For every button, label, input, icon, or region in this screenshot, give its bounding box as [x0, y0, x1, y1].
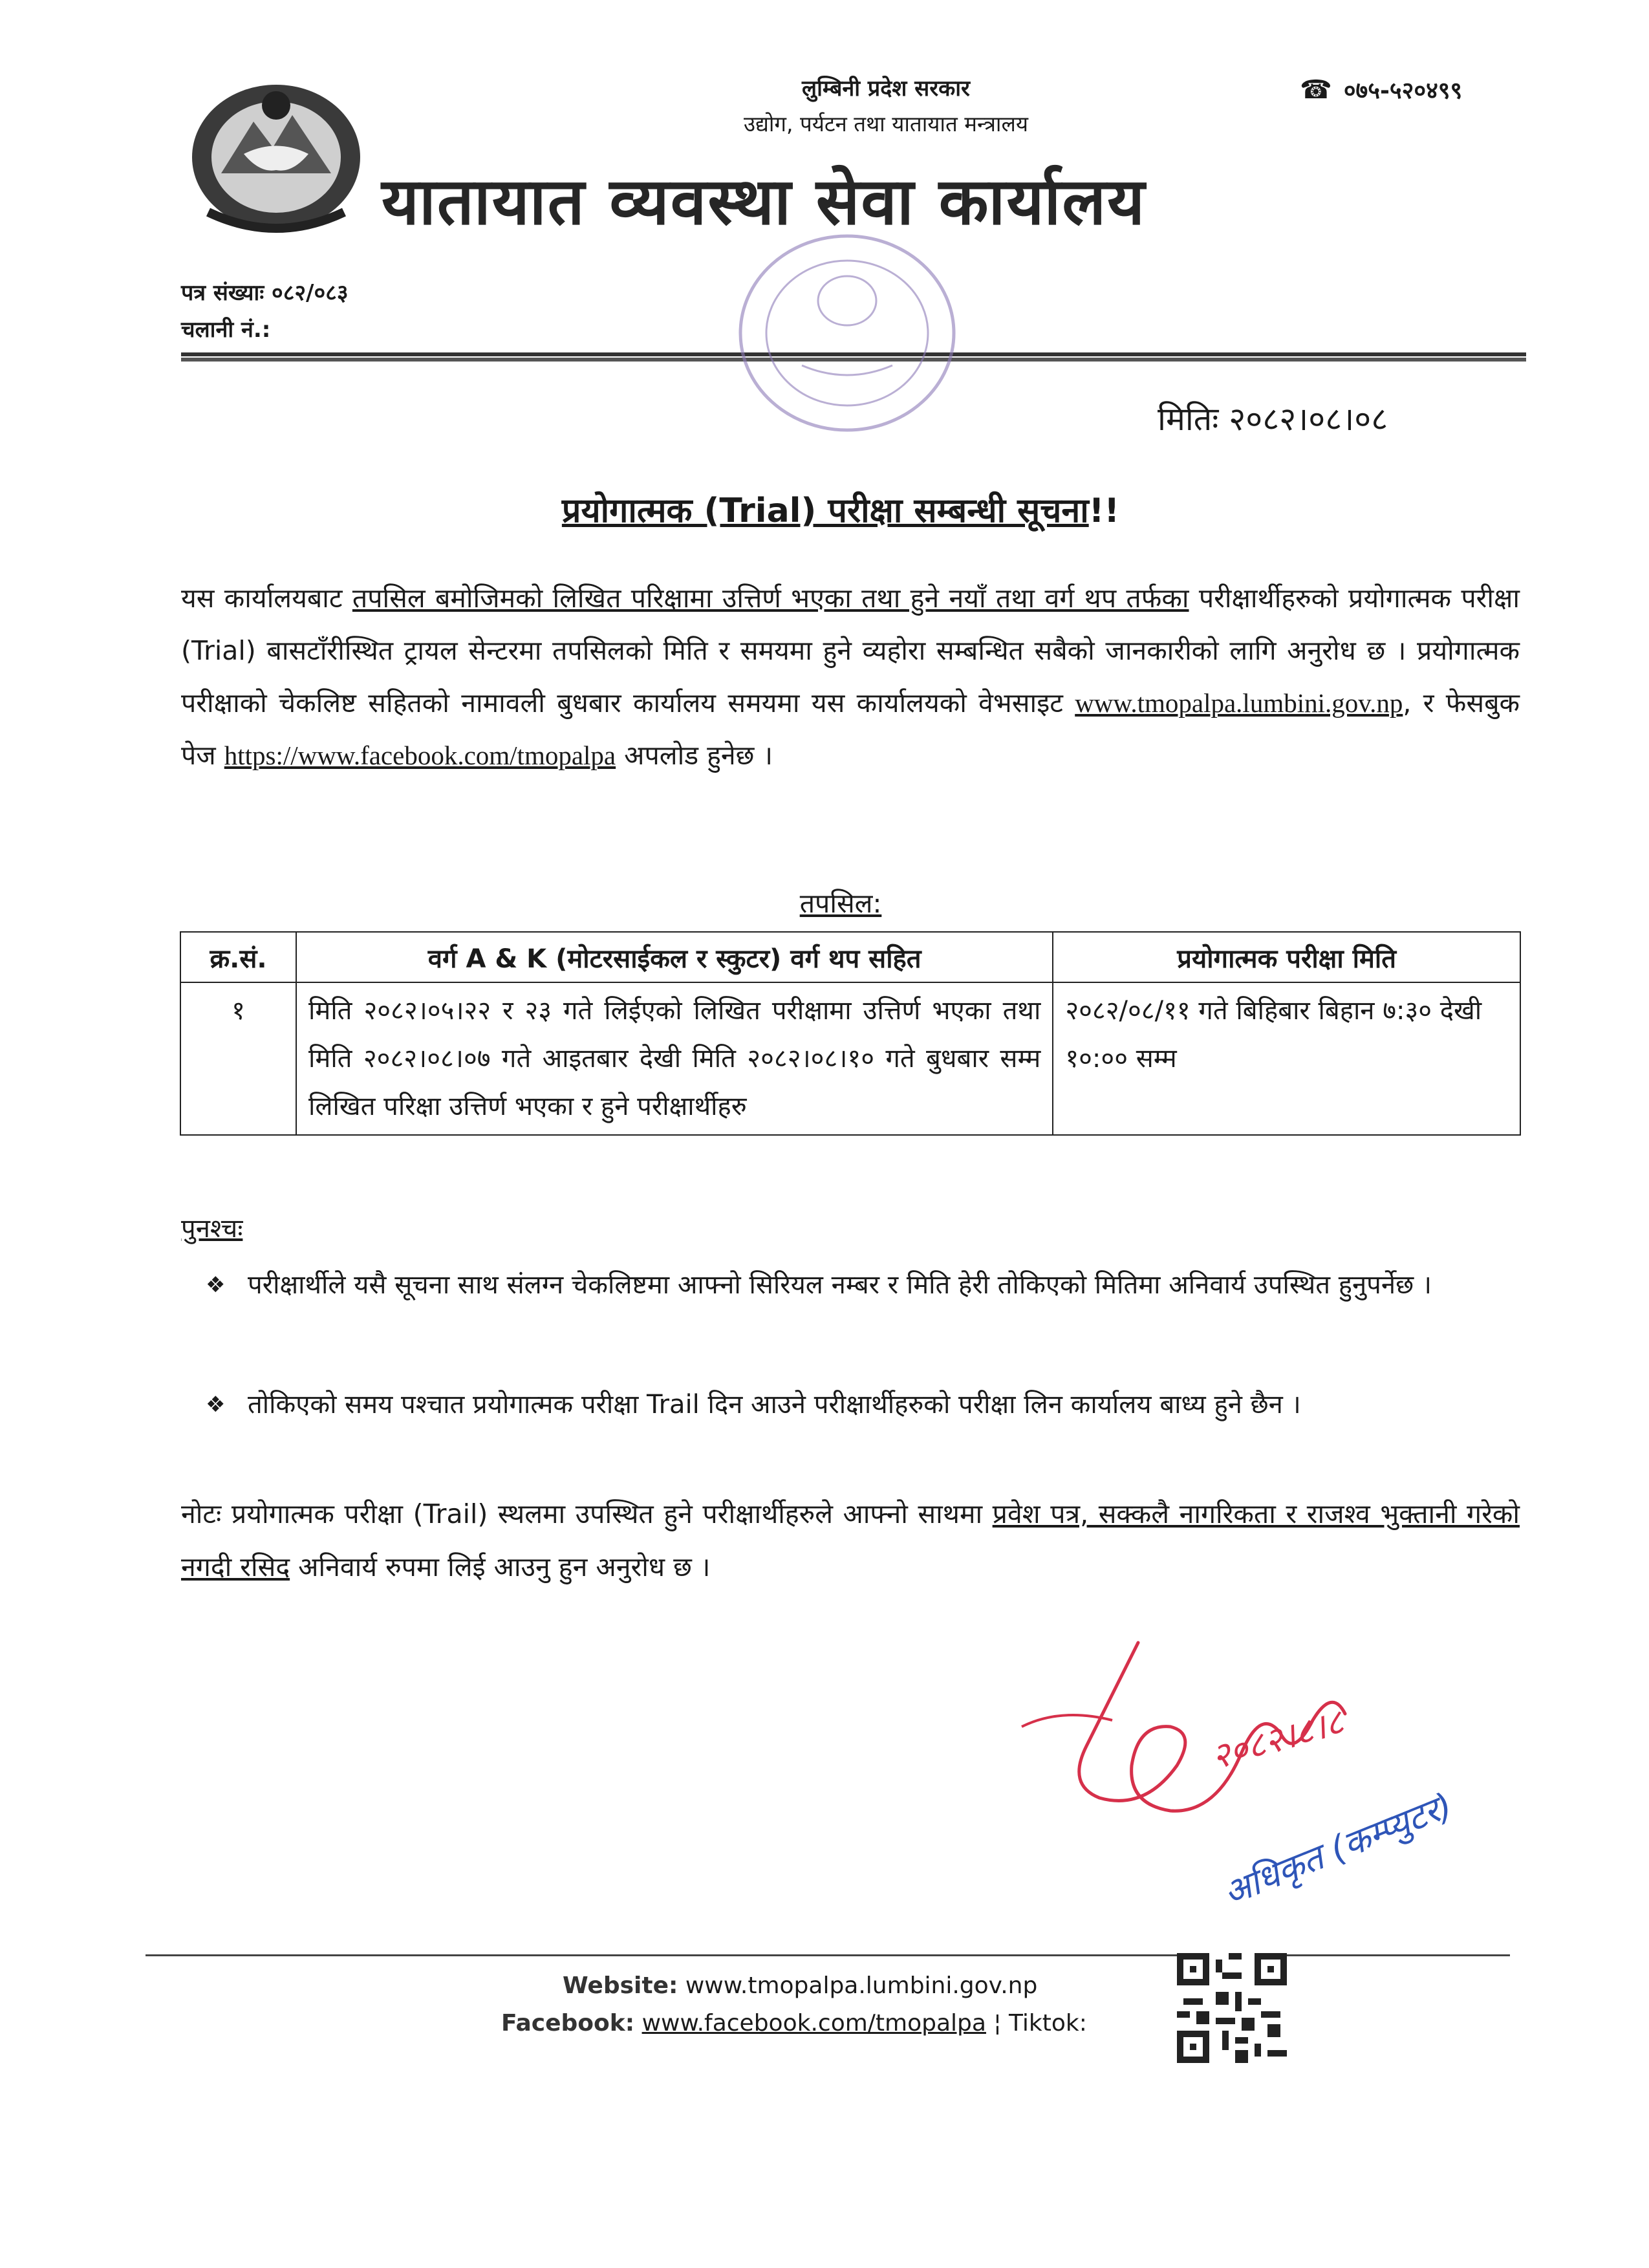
- schedule-table: [180, 931, 1521, 1136]
- phone-number-text: ०७५-५२०४९९: [1343, 78, 1463, 104]
- column-header-sn: क्र.सं.: [180, 932, 296, 982]
- cell-sn: १: [180, 982, 296, 1135]
- notice-title: [453, 486, 1229, 532]
- note-paragraph: [181, 1487, 1520, 1593]
- office-title: यातायात व्यवस्था सेवा कार्यालय: [382, 163, 1147, 239]
- footer-facebook-label: Facebook:: [501, 2010, 635, 2036]
- bullet-diamond-icon: ❖: [206, 1272, 226, 1298]
- body-main: परीक्षार्थीहरुको प्रयोगात्मक परीक्षा (Trial) बासटाँरीस्थित ट्रायल सेन्टरमा तपसिलको मिति र समयमा हुने व्यहोरा सम्बन्धित सबैको जानकारीको लागि अनुरोध छ । प्रयोगात्मक परीक्षाको चेकलिष्ट सहितको नामावली बुधबार कार्यालय समयमा यस कार्यालयको वेभसाइट: [181, 583, 1520, 718]
- footer-divider: [146, 1954, 1510, 1956]
- facebook-link[interactable]: https://www.facebook.com/tmopalpa: [224, 740, 616, 770]
- notice-date: मितिः २०८२।०८।०८: [1158, 400, 1388, 438]
- postscript-item-text: परीक्षार्थीले यसै सूचना साथ संलग्न चेकलिष्टमा आफ्नो सिरियल नम्बर र मिति हेरी तोकिएको मितिमा अनिवार्य उपस्थित हुनुपर्नेछ ।: [248, 1270, 1432, 1300]
- cell-category: मिति २०८२।०५।२२ र २३ गते लिईएको लिखित परीक्षामा उत्तिर्ण भएका तथा मिति २०८२।०८।०७ गते आइतबार देखी मिति २०८२।०८।१० गते बुधबार सम्म लिखित परिक्षा उत्तिर्ण भएका र हुने परीक्षार्थीहरु: [296, 982, 1053, 1135]
- table-row: [180, 982, 1520, 1135]
- schedule-heading: तपसिल:: [799, 888, 882, 919]
- column-header-category: वर्ग A & K (मोटरसाईकल र स्कुटर) वर्ग थप सहित: [296, 932, 1053, 982]
- body-outro: अपलोड हुनेछ ।: [616, 740, 773, 771]
- phone-number: [1300, 74, 1462, 105]
- body-intro: यस कार्यालयबाट: [181, 583, 352, 614]
- postscript-heading: पुनश्चः: [181, 1214, 243, 1244]
- column-header-trial-date: प्रयोगात्मक परीक्षा मिति: [1053, 932, 1520, 982]
- qr-code-icon[interactable]: [1177, 1953, 1287, 2063]
- footer-tiktok-label: ¦ Tiktok:: [993, 2010, 1087, 2036]
- postscript-item: [206, 1379, 1518, 1431]
- footer-facebook: [501, 2010, 1087, 2036]
- body-underlined: तपसिल बमोजिमको लिखित परिक्षामा उत्तिर्ण भएका तथा हुने नयाँ तथा वर्ग थप तर्फका: [352, 583, 1189, 614]
- footer-website-link[interactable]: www.tmopalpa.lumbini.gov.np: [685, 1972, 1038, 1999]
- cell-trial-date: २०८२/०८/११ गते बिहिबार बिहान ७:३० देखी १०:०० सम्म: [1053, 982, 1520, 1135]
- postscript-item: [206, 1259, 1518, 1311]
- ministry-name: उद्योग, पर्यटन तथा यातायात मन्त्रालय: [743, 111, 1028, 136]
- note-outro: अनिवार्य रुपमा लिई आउनु हुन अनुरोध छ ।: [290, 1551, 711, 1582]
- signatory-title: अधिकृत (कम्प्युटर): [1217, 1784, 1458, 1914]
- postscript-item-text: तोकिएको समय पश्चात प्रयोगात्मक परीक्षा Trail दिन आउने परीक्षार्थीहरुको परीक्षा लिन कार्यालय बाध्य हुने छैन ।: [248, 1390, 1301, 1420]
- table-header-row: [180, 932, 1520, 982]
- footer-facebook-link[interactable]: www.facebook.com/tmopalpa: [641, 2010, 986, 2036]
- note-required-documents: प्रवेश पत्र, सक्कलै नागरिकता र राजश्व भुक्तानी गरेको नगदी रसिद: [181, 1498, 1520, 1582]
- footer-website-label: Website:: [563, 1972, 678, 1999]
- website-link[interactable]: www.tmopalpa.lumbini.gov.np: [1075, 688, 1403, 718]
- telephone-icon: ☎: [1300, 75, 1332, 105]
- notice-title-text: प्रयोगात्मक (Trial) परीक्षा सम्बन्धी सूचना: [561, 491, 1089, 530]
- body-facebook-intro: , र फेसबुक पेज: [181, 687, 1520, 771]
- notice-body: [181, 572, 1520, 782]
- nepal-emblem-icon: [182, 76, 370, 238]
- office-stamp-icon: [731, 223, 964, 443]
- government-name: लुम्बिनी प्रदेश सरकार: [802, 76, 970, 102]
- notice-title-suffix: !!: [1088, 491, 1120, 530]
- note-intro: नोटः प्रयोगात्मक परीक्षा (Trail) स्थलमा उपस्थित हुने परीक्षार्थीहरुले आफ्नो साथमा: [181, 1498, 993, 1529]
- dispatch-number: चलानी नं.:: [181, 317, 271, 343]
- reference-number: पत्र संख्याः ०८२/०८३: [181, 280, 349, 306]
- footer-website: [563, 1972, 1037, 1999]
- bullet-diamond-icon: ❖: [206, 1392, 226, 1418]
- signature-date: २०८२।८।८: [1207, 1701, 1348, 1778]
